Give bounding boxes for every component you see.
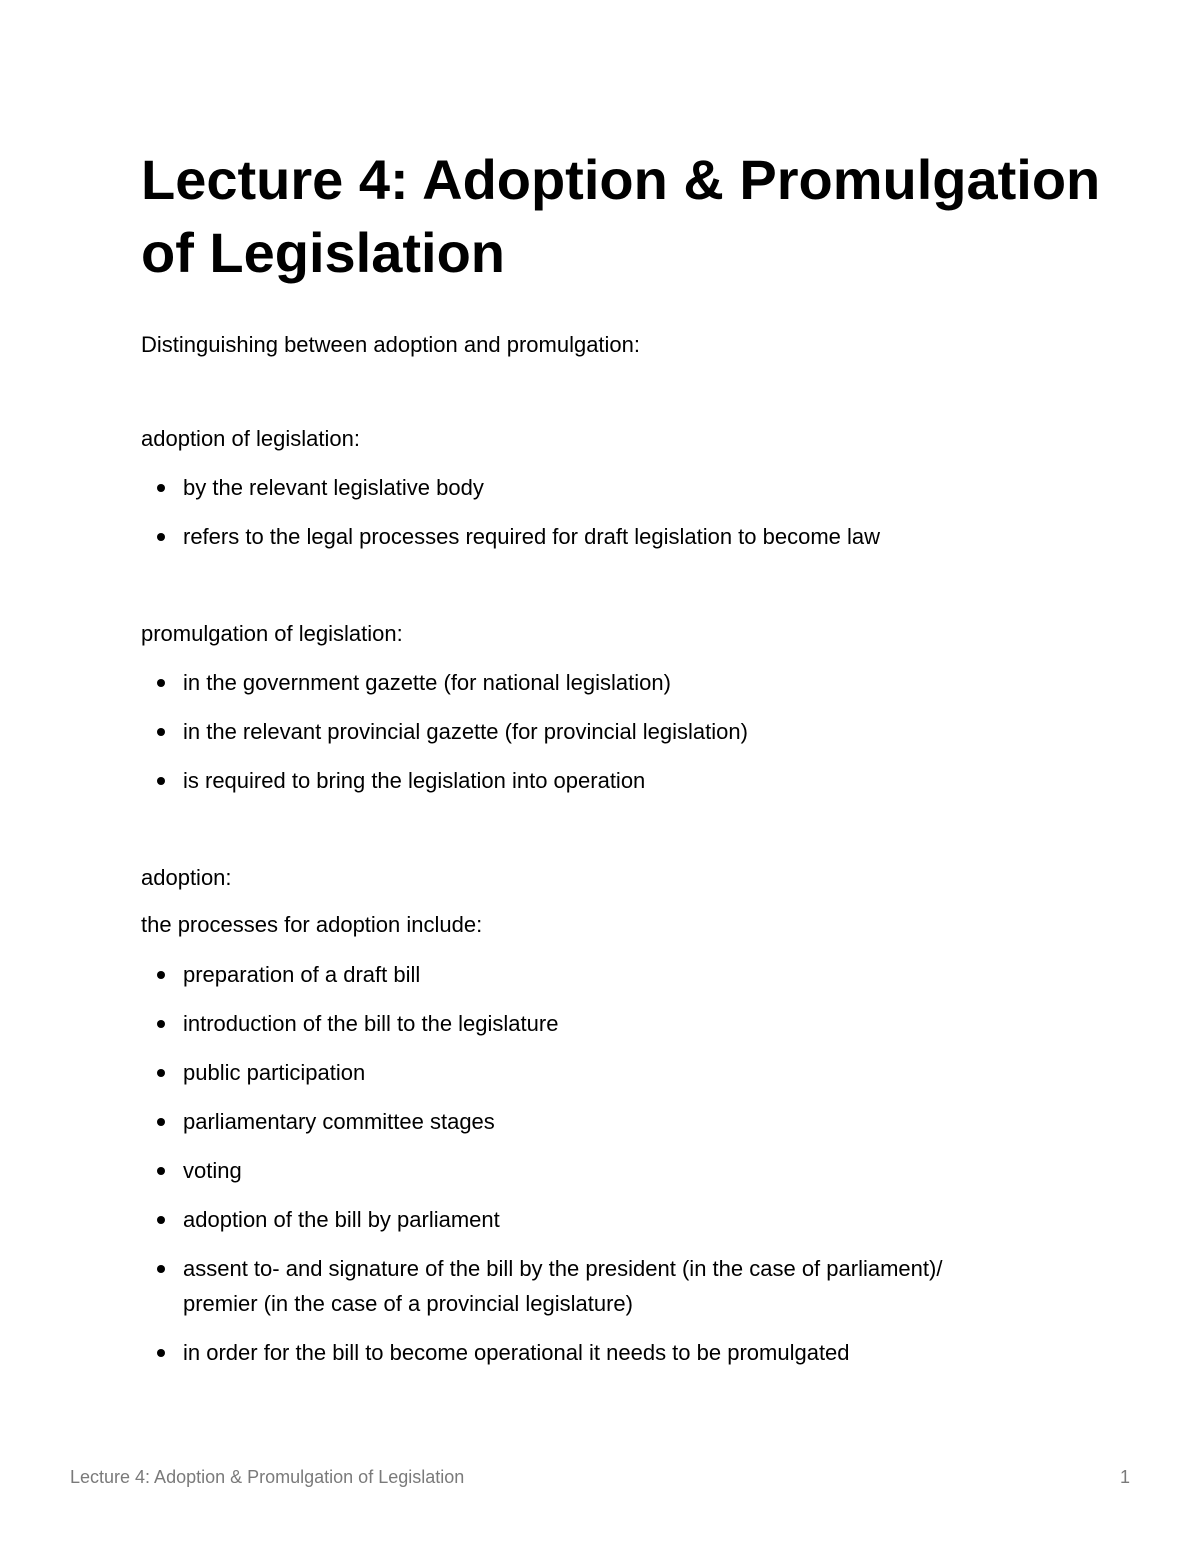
list-item bbox=[141, 957, 1081, 992]
list-item bbox=[141, 519, 1081, 554]
section-heading-adoption: adoption: bbox=[141, 865, 232, 890]
list-item-text: by the relevant legislative body bbox=[183, 475, 484, 500]
list-item bbox=[141, 1202, 1081, 1237]
page-title: Lecture 4: Adoption & Promulgation of Legislation bbox=[141, 148, 1101, 284]
list-item bbox=[141, 714, 1081, 749]
adoption-processes-list bbox=[141, 957, 1081, 1370]
list-item-text: refers to the legal processes required for draft legislation to become law bbox=[183, 524, 881, 549]
list-item-text: in the relevant provincial gazette (for provincial legislation) bbox=[183, 719, 748, 744]
list-item-text: is required to bring the legislation into operation bbox=[183, 768, 646, 793]
list-item-text: adoption of the bill by parliament bbox=[183, 1207, 500, 1232]
list-item-text: in the government gazette (for national legislation) bbox=[183, 670, 671, 695]
bullet-icon bbox=[157, 1167, 165, 1175]
bullet-icon bbox=[157, 1216, 165, 1224]
promulgation-of-legislation-list bbox=[141, 665, 1081, 798]
list-item-text: parliamentary committee stages bbox=[183, 1109, 495, 1134]
list-item bbox=[141, 1153, 1081, 1188]
footer-title: Lecture 4: Adoption & Promulgation of Legislation bbox=[70, 1467, 465, 1487]
bullet-icon bbox=[157, 1069, 165, 1077]
bullet-icon bbox=[157, 1349, 165, 1357]
list-item bbox=[141, 1251, 1081, 1321]
intro-text: Distinguishing between adoption and promulgation: bbox=[141, 332, 641, 357]
list-item-text: preparation of a draft bill bbox=[183, 962, 421, 987]
list-item bbox=[141, 470, 1081, 505]
bullet-icon bbox=[157, 484, 165, 492]
adoption-of-legislation-list bbox=[141, 470, 1081, 554]
list-item-text: voting bbox=[183, 1158, 242, 1183]
list-item bbox=[141, 1104, 1081, 1139]
list-item bbox=[141, 763, 1081, 798]
bullet-icon bbox=[157, 1118, 165, 1126]
list-item bbox=[141, 1055, 1081, 1090]
bullet-icon bbox=[157, 971, 165, 979]
list-item-text: public participation bbox=[183, 1060, 366, 1085]
list-item-text: assent to- and signature of the bill by the president (in the case of parliament)/ premier (in the case of a provincial legislature) bbox=[183, 1256, 943, 1316]
bullet-icon bbox=[157, 728, 165, 736]
bullet-icon bbox=[157, 679, 165, 687]
list-item-text: introduction of the bill to the legislature bbox=[183, 1011, 559, 1036]
list-item bbox=[141, 665, 1081, 700]
list-item bbox=[141, 1335, 1081, 1370]
bullet-icon bbox=[157, 1265, 165, 1273]
bullet-icon bbox=[157, 533, 165, 541]
page-number: 1 bbox=[1119, 1467, 1130, 1487]
list-item bbox=[141, 1006, 1081, 1041]
section-heading-adoption-of-legislation: adoption of legislation: bbox=[141, 426, 360, 451]
bullet-icon bbox=[157, 1020, 165, 1028]
section-subheading-processes: the processes for adoption include: bbox=[141, 912, 483, 937]
list-item-text: in order for the bill to become operational it needs to be promulgated bbox=[183, 1340, 850, 1365]
section-heading-promulgation-of-legislation: promulgation of legislation: bbox=[141, 621, 403, 646]
bullet-icon bbox=[157, 777, 165, 785]
